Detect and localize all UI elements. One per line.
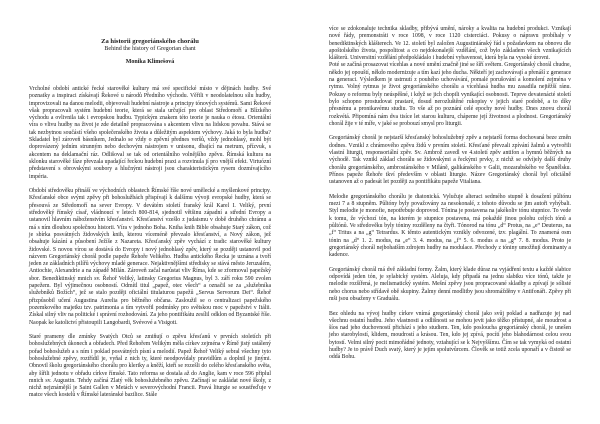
right-page [300,0,600,424]
paragraph: Melodie gregoriánského chorálu je diatonická. Vylučuje alteraci sedmého stupně k dosažení půltónu mezi 7 a 8 stupněm. Půltóny byly považovány za nesokonalé, z tohoto důvodu se jim autoři vyhýbali. Styl melodie je monofie, nepotřebuje doprovod. Tónina je postavena na jakékoliv tónu stupnice. To vede k tomu, že výchozí tón, na kterém je stupnice postavena, má pokaždé jinou polohu celých tónů a půltónů. Ve středověku byly tóniny rozděleny na čtyři. Tónorod na tónu „d“ Protus, na „e“ Deuterus, na „f“ Tritus a na „g“ Tetrardus. K těmto autentickým vznikly odvozené, tzv. plagální. To znamená osm tónin na „d“ 1. 2. modus, na „e“ 3. 4. modus, na „f“ 5. 6. modus a na „g“ 7. 8. modus. Proto je gregoriánský chorál nejbohatším zdrojem hudby na modulace. Přechody z tóniny umožňují dominanty a kadence. [329,193,571,259]
left-text-column [29,86,271,407]
paragraph: Vrcholné období antické řecké starověké kultury má své specifické místo v dějinách hudby. Své poznatky a inspiraci získávají Řekové u národů Předního východu. Věřili v neodolatelnou sílu hudby, improvizovali na danou melodii, objevovali hudební nástroje a principy tónových systémů. Sami Řekové však propracovali systém hudební teorie, která se stala určující pro oblast Středomoří a Blízkého východu a ovlivnila tak i evropskou hudbu. Typickým znakem této teorie je nauka o étosu. Orientální víra o vlivu hudby na život je zde detailně propracována s akcentem vlivu na lidskou povahu. Stává se tak nezbytnou součástí všeho společenského života a důležitým aspektem výchovy. Jaká to byla hudba? Skladatel byl zároveň básníkem, Jednalo se vždy o zpěvní přednes veršů, vždy jednohlasý, mohl být doprovázený jedním strunným nebo dechovým nástrojem v unisonu, dbající na metrum, přízvuk, s akcentem na deklamační ráz. Odlišoval se tak od orientálního volnějšího zpěvu. Římská kultura na sklonku starověké fáze převzala upadající řeckou hudební praxi a rozvinula jí pro vnější efekt. Virtuózní představení s obrovskými soubory a hlučnými nástroji jsou charakteristickým rysem dozmívajícího impéria. [29,86,271,180]
paragraph: Gregoriánský chorál má dvě základní formy. Žalm, který klade důraz na vyjádření textu a každé slabice odpovídá jeden tón, je sylabický systém. Aleluja, kdy připadá na jednu slabiku více tónů, takže je melodie rozšířená, je melismatický systém. Mešní zpěvy jsou propracované skladby a zpívají je sólisté nebo chorus nebo střídavě obě skupiny. Žalmy denní modlitby jsou shromážděny v Antifonáři. Zpěvy při mši jsou obsaženy v Graduálu. [329,266,571,302]
paragraph: více se zdokonaluje technika skladby, přibývá umění, nároky a kvalita na hudební produkci. Vznikají nové řády, premonstráti v roce 1098, v roce 1120 cisterciáci. Pokusy o nápravu probíhaly v benediktinských klášterech. Ve 12. století byl založen Augustiniánský řád s požadavkem na obnovu dle apoštolského života, pospolitost a co nejdokonalejší vzdělání, což bylo základem všech vznikajících klášterů. Universitní vzdělání předpokládalo i hudební vybavenost, která byla na vysoké úrovni. [329,26,571,62]
paragraph: Staré prameny dle zmínky Svatých Otců se zmiňují o zpěvu křesťanů v prvních stoletích při bohoslužebných úkonech a obřadech. Před Řehořem Velikým měla církev zejména v Římě jistý ustálený pořad bohoslužeb a s ním i poklad posvátných písní a melodií. Papež Řehoř Veliký sebral všechny tyto bohoslužebné zpěvy, roztřídil je, vyňal z nich ty, které neodpovídaly pravidlům a doplnil je jinými. Obnovil školu gregoriánského chorálu pro kleriky a kněží, kteří se rozešli do celého křesťanského světa, aby šířili jednotu v obřadu církve římské. Tato reforma se dostala až do Anglie, kam v roce 596 připlul mnich sv. Augustin. Tehdy začíná Zlatý věk bohoslužebného zpěvu. Začínají se zakládat nové školy, z nichž nejznámější je Saint Gallen v Metách v severovýchodní Francii. Pravá liturgie se soustřeďuje v matce všech kostelů v Římské lateránské bazilice. Stále [29,334,271,399]
paragraph: Poté se začíná prosazovat vícehlas a nové umění značně jiné se šíří světem. Gregoriánský chorál chudne, někdo jej opouští, někdo modernizuje a tím kazí jeho ducha. Někteří jej zachovávají a přenáší z generace na generaci. Výsledkem je ustrnutí z pouhého uchovávání, pomalé porušování a komolení zejména v rytmu. Volný rytmus je život gregoriánského chorálu a vícehlasá hudba mu zasadila nejtěžší ránu. Pokusy o reformu byly neúspěšné, i když se jich chopili vynikající osobnosti. Teprve devatenácté století bylo schopno prostudovat prastaré, dosud nerozluštěné rukopisy v jejich staré podobě, a to díky přesnému a pronikavému studiu. To vše až po poznání celé epochy nové hudby. Dnes znovu chorál rozkvétá. Připomíná nám dva tisíce let starou kulturu, chápeme její životnost a plodnost. Gregoriánský chorál žije v té míře, v jaké se probouzí smysl pro liturgii. [329,62,571,127]
document-title: Za historii gregoriánského chorálu [101,38,199,45]
paragraph: Gregoriánský chorál je nejstarší křesťanský bohoslužebný zpěv a nejstarší forma dochovaná beze změn dodnes. Vznikl z chrámového zpěvu židů v prvním století. Křesťané převzali zpívání žalmů a vytvořili vlastní liturgii, responsoriální zpěv. Sv. Ambrož zavedl ve 4.století zpěv antifon a hymnů běžných na východě. Tak vznikl základ chorálu se židovskými a řeckými prvky, z nichž se odvíjely další druhy chorálu gregoriánského, ambrosiánského v Miláně, galikánského v Galii, mozarabského ve Španělsku. Přínos papeže Řehoře tkví především v oblasti liturgie. Název Gregoriánský chorál byl oficiálně ustanoven až o padesát let později za pontifikátu papeže Vitaliana. [329,135,571,186]
paragraph: Bez ohledu na vývoj hudby církev vnímá gregoriánský chorál jako svůj poklad a nadřazuje jej nad všechnu ostatní hudbu. Jeho vlastnosti a odlišnosti se mohou jevit jako těžko přístupné, ale moudrost a šíos nad jeho duchovností přichází s jeho studiem. Ten, kdo posloucha gregoriánský chorál, je unešen jeho starobylostí, klidem, moudrostí a krásou. Ten, kdo jej zpívá, pocítí jeho blahodárnost celou svou bytostí. Velmi silný pocit mimořádné jednoty, vztahující se k Nejvyššímu. Čím se tak vymyká od ostatní hudby? Je to právě Duch svatý, který je jejím spolutvůrcem. Člověk se totiž zcela uponaří a v čistotě se oddá Bohu. [329,310,571,361]
right-text-column [329,26,571,369]
paragraph: Období středověku přináší ve východních oblastech Římské říše nové umělecké a myšlenkové principy. Křesťanské obce svými zpěvy při bohoslužbách přispívají k dalšímu vývoji evropské hudby, která se přesouvá ze Středomoří na sever Evropy. V devátém století franský král Karel I. Veliký, první středověký římský císař, vládnoucí v letech 800-814, sjednotil většinu západní a střední Evropy a ustanovil hlavním náboženstvím křesťanství. Křesťanství vzešlo z judaismu v době druhého chrámu a má s ním dlouhou společnou historii. Víra v jednoho Boha. Kniha knih Bible obsahuje Starý zákon, což je sbírka posvátných židovských knih, kterou víceméně převzalo křesťanství, a Nový zákon, jež obsahuje kázání a působení Ježíše z Nazareta. Křesťanský zpěv vychází z tradic starověké kultury židovské. S novou vírou se dostává do Evropy i nový jednohlasý zpěv, který se později ustanovil pod názvem Gregoriánský chorál podle papeže Řehoře Velikého. Hudba antického Řecka je uznána a tvoří jeden ze základních pilířů výchovy mladé generace. Nejaktivnějšími středisky se stává město Jeruzalém, Antiochie, Alexandrie a na západě Milán. Zároveň začal narůstat vliv Říma, kde se zformoval papežský sbor. Benediktinský mnich sv. Řehoř Veliký, latinsky Gregorius Magnus, byl 3. září roku 590 zvolen papežem. Byl výjimečnou osobností. Odmítl titul „papež, otec všech“ a označil se za „služebníka služebníků Božích“, jež se stalo později oficiální titulaturou papežů „Servus Servorum Dei“. Řehoř přizpůsobil učení Augustina Aurelia pro běžného občana. Zasloužil se o centralizaci papežského pozemkového majetku tzv. patrimonia a tím vytvořil podmínky pro světskou moc v papežství v Itálii. Získal silný vliv na politické i správní rozhodování. Za jeho pontifikátu zesílil odklon od Byzantské říše. Naopak ke katolictví přistoupili Langobardi, Svévové a Visigoti. [29,188,271,326]
document-author: Monika Klimešová [125,59,175,65]
document-subtitle: Behind the history of Gregorian chant [104,46,196,52]
